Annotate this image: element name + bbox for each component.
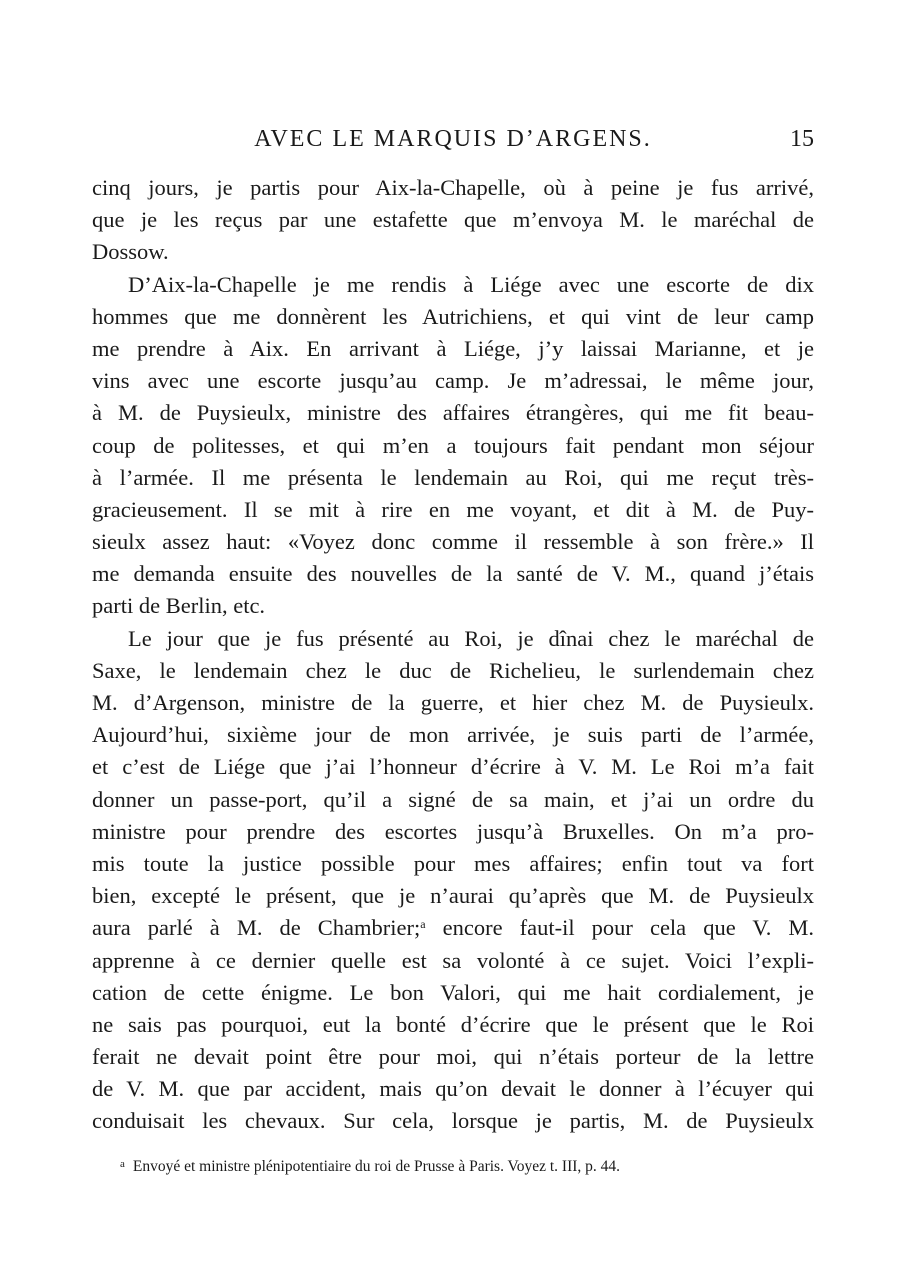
- text-line: et c’est de Liége que j’ai l’honneur d’écrire à V. M. Le Roi m’a fait: [92, 754, 814, 780]
- running-title: AVEC LE MARQUIS D’ARGENS.: [254, 126, 652, 152]
- text-line: Le jour que je fus présenté au Roi, je dînai chez le maréchal de: [128, 625, 814, 651]
- text-line: D’Aix-la-Chapelle je me rendis à Liége avec une escorte de dix: [128, 271, 814, 297]
- text-line: apprenne à ce dernier quelle est sa volonté à ce sujet. Voici l’expli-: [92, 947, 814, 973]
- text-line: coup de politesses, et qui m’en a toujours fait pendant mon séjour: [92, 432, 814, 458]
- page-number: 15: [790, 126, 814, 152]
- text-line: à M. de Puysieulx, ministre des affaires étrangères, qui me fit beau-: [92, 400, 814, 426]
- text-line: parti de Berlin, etc.: [92, 593, 266, 619]
- text-line: ferait ne devait point être pour moi, qui n’étais porteur de la lettre: [92, 1044, 814, 1070]
- text-line: sieulx assez haut: «Voyez donc comme il ressemble à son frère.» Il: [92, 529, 814, 555]
- text-line: me demanda ensuite des nouvelles de la santé de V. M., quand j’étais: [92, 561, 814, 587]
- text-line-with-note: [92, 912, 814, 944]
- text-line: Aujourd’hui, sixième jour de mon arrivée, je suis parti de l’armée,: [92, 722, 814, 748]
- text-line: vins avec une escorte jusqu’au camp. Je m’adressai, le même jour,: [92, 368, 814, 394]
- text-line: ne sais pas pourquoi, eut la bonté d’écrire que le présent que le Roi: [92, 1011, 814, 1037]
- text-line: me prendre à Aix. En arrivant à Liége, j’y laissai Marianne, et je: [92, 335, 814, 361]
- text-line: M. d’Argenson, ministre de la guerre, et hier chez M. de Puysieulx.: [92, 690, 814, 715]
- text-line: bien, excepté le présent, que je n’aurai qu’après que M. de Puysieulx: [92, 883, 814, 909]
- text-line: ministre pour prendre des escortes jusqu’à Bruxelles. On m’a pro-: [92, 818, 814, 844]
- footnote-reference: a: [420, 917, 426, 932]
- text-line: cinq jours, je partis pour Aix-la-Chapelle, où à peine je fus arrivé,: [92, 175, 814, 200]
- text-line: à l’armée. Il me présenta le lendemain au Roi, qui me reçut très-: [92, 464, 814, 490]
- text-line: de V. M. que par accident, mais qu’on devait le donner à l’écuyer qui: [92, 1076, 814, 1102]
- text-line: mis toute la justice possible pour mes affaires; enfin tout va fort: [92, 850, 814, 876]
- text-line: donner un passe-port, qu’il a signé de sa main, et j’ai un ordre du: [92, 786, 814, 812]
- text-line: Saxe, le lendemain chez le duc de Richelieu, le surlendemain chez: [92, 657, 814, 683]
- text-line: que je les reçus par une estafette que m’envoya M. le maréchal de: [92, 207, 814, 233]
- text-line: Dossow.: [92, 239, 169, 265]
- footnote-text: Envoyé et ministre plénipotentiaire du roi de Prusse à Paris. Voyez t. III, p. 44.: [132, 1158, 621, 1175]
- footnote-marker: a: [120, 1158, 125, 1170]
- running-head: [92, 126, 814, 160]
- body-text: [92, 172, 814, 1138]
- text-line: cation de cette énigme. Le bon Valori, qui me hait cordialement, je: [92, 979, 814, 1005]
- text-segment: encore faut-il pour cela que V. M.: [442, 915, 814, 941]
- text-segment: aura parlé à M. de Chambrier;: [92, 915, 421, 941]
- footnote: [120, 1152, 820, 1179]
- text-line: hommes que me donnèrent les Autrichiens, et qui vint de leur camp: [92, 303, 814, 329]
- text-line: conduisait les chevaux. Sur cela, lorsque je partis, M. de Puysieulx: [92, 1108, 814, 1134]
- text-line: gracieusement. Il se mit à rire en me voyant, et dit à M. de Puy-: [92, 496, 814, 522]
